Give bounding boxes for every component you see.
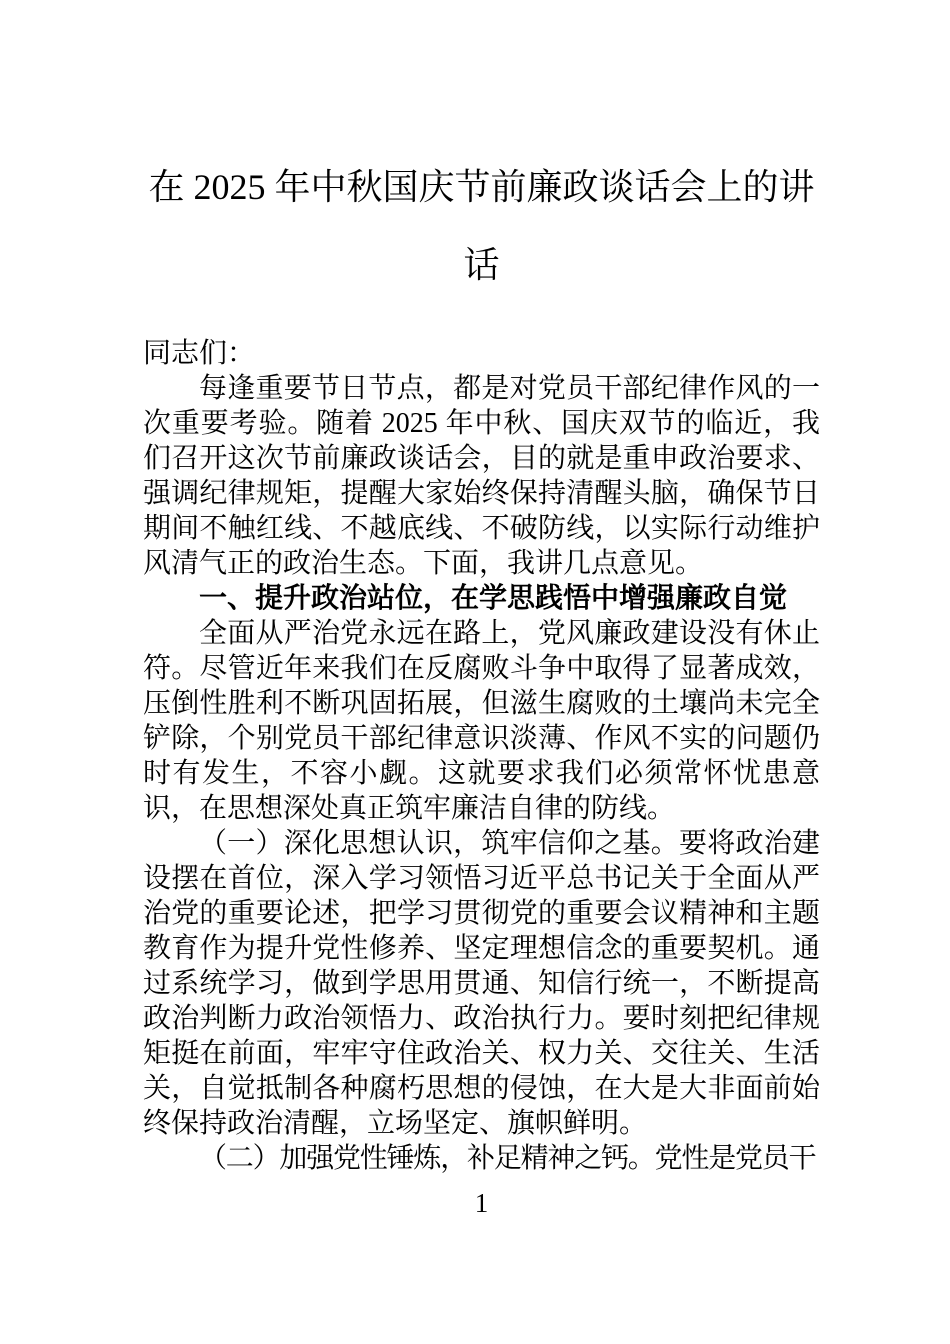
paragraph: 同志们： [143,338,256,369]
paragraph: 全面从严治党永远在路上，党风廉政建设没有休止符。尽管近年来我们在反腐败斗争中取得了显著成效，压倒性胜利不断巩固拓展，但滋生腐败的土壤尚未完全铲除，个别党员干部纪律意识淡薄、作风不实的问题仍时有发生，不容小觑。这就要求我们必须常怀忧患意识，在思想深处真正筑牢廉洁自律的防线。 [143,618,820,824]
document-title: 在 2025 年中秋国庆节前廉政谈话会上的讲话 [148,167,815,285]
paragraph: （二）加强党性锤炼，补足精神之钙。党性是党员干 [199,1143,816,1174]
section-heading: 一、提升政治站位，在学思践悟中增强廉政自觉 [199,583,788,614]
page-number: 1 [474,1188,489,1218]
paragraph: （一）深化思想认识，筑牢信仰之基。要将政治建设摆在首位，深入学习领悟习近平总书记关于全面从严治党的重要论述，把学习贯彻党的重要会议精神和主题教育作为提升党性修养、坚定理想信念的重要契机。通过系统学习，做到学思用贯通、知信行统一，不断提高政治判断力政治领悟力、政治执行力。要时刻把纪律规矩挺在前面，牢牢守住政治关、权力关、交往关、生活关，自觉抵制各种腐朽思想的侵蚀，在大是大非面前始终保持政治清醒，立场坚定、旗帜鲜明。 [143,828,820,1139]
document-body [143,336,820,1176]
paragraph: 每逢重要节日节点，都是对党员干部纪律作风的一次重要考验。随着 2025 年中秋、国庆双节的临近，我们召开这次节前廉政谈话会，目的就是重申政治要求、强调纪律规矩，提醒大家始终保持清醒头脑，确保节日期间不触红线、不越底线、不破防线，以实际行动维护风清气正的政治生态。下面，我讲几点意见。 [143,373,820,579]
